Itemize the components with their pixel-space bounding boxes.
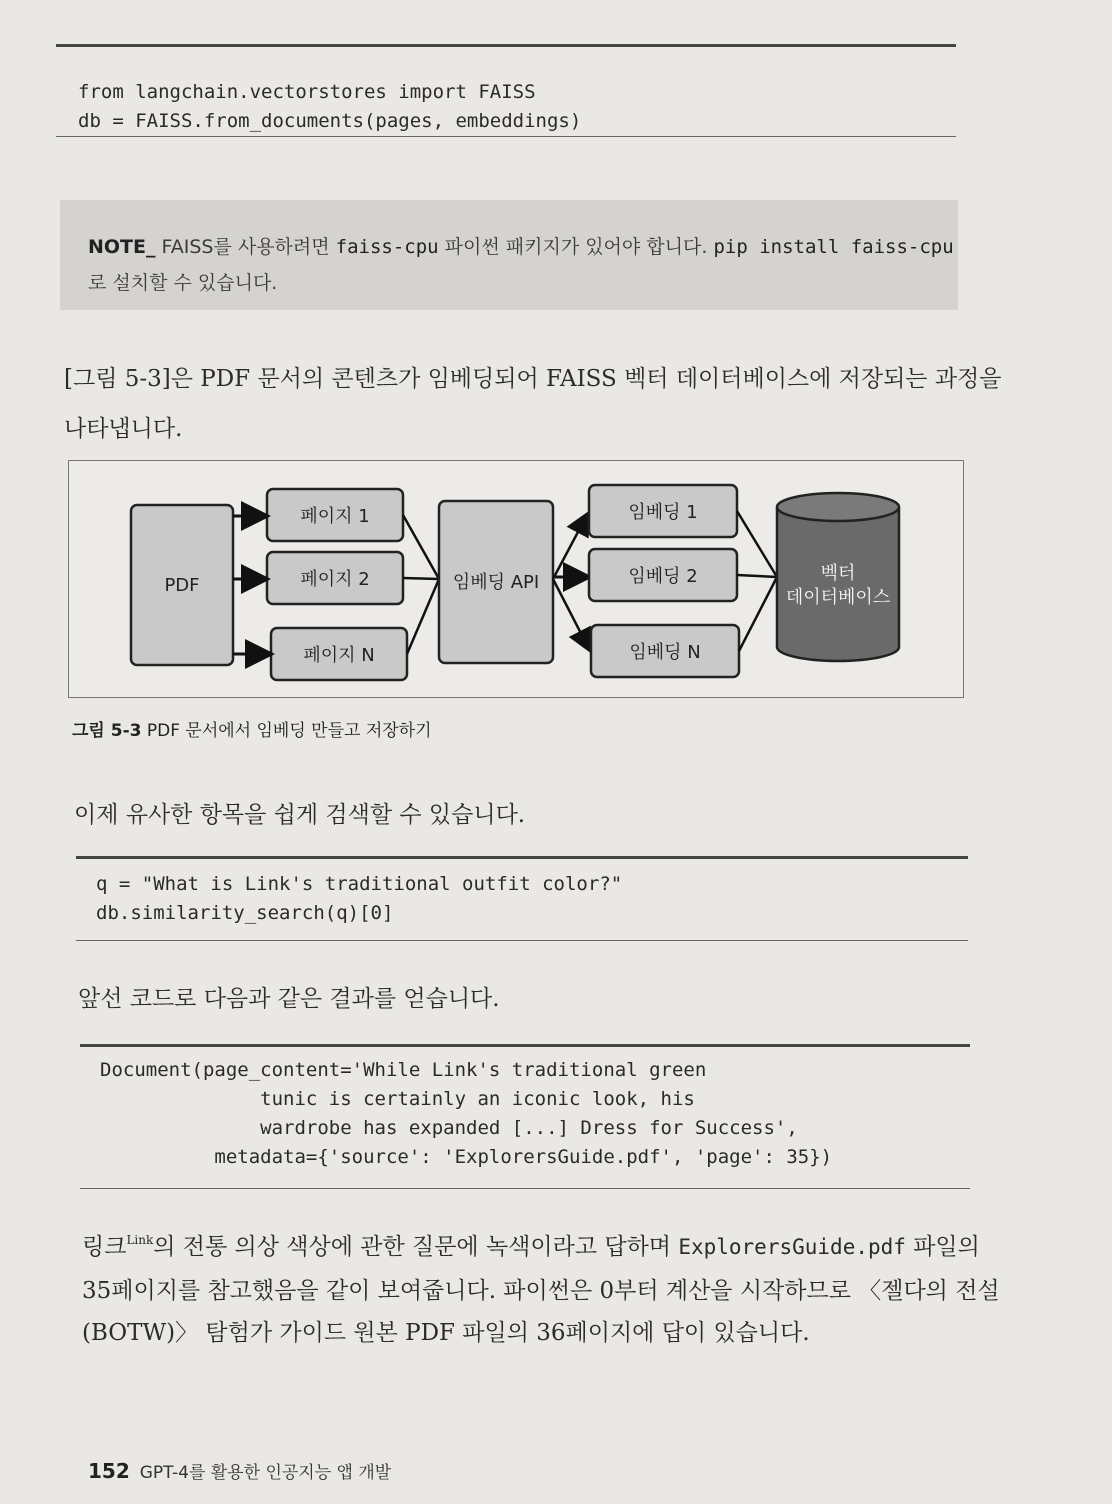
arrow-api-embn bbox=[553, 579, 589, 649]
code-top-rule bbox=[56, 44, 956, 47]
page-label-n: 페이지 N bbox=[303, 645, 375, 666]
embedding-label-2: 임베딩 2 bbox=[628, 566, 698, 587]
code-block-faiss bbox=[78, 78, 581, 136]
vector-db-label-1: 벡터 bbox=[820, 563, 856, 584]
arrow-api-emb1 bbox=[553, 515, 587, 579]
vector-db-label-2: 데이터베이스 bbox=[785, 587, 891, 608]
figure-number: 그림 5-3 bbox=[72, 721, 142, 741]
note-code: pip install faiss-cpu bbox=[713, 236, 954, 258]
note-box bbox=[60, 200, 958, 310]
figure-5-3 bbox=[68, 460, 964, 698]
inline-code: ExplorersGuide.pdf bbox=[678, 1235, 906, 1259]
link-page1-api bbox=[403, 515, 439, 579]
figure-caption bbox=[72, 716, 432, 741]
link-embn-db bbox=[739, 577, 777, 651]
code-bottom-rule bbox=[76, 940, 968, 941]
note-text: 파이썬 패키지가 있어야 합니다. bbox=[438, 236, 714, 258]
embedding-api-label: 임베딩 API bbox=[452, 572, 540, 593]
paragraph-intro-line2: 나타냅니다. bbox=[64, 416, 183, 442]
page-number: 152 bbox=[88, 1459, 130, 1483]
note-line-1 bbox=[88, 232, 954, 259]
text: 파일의 bbox=[905, 1234, 980, 1260]
link-emb2-db bbox=[737, 575, 777, 577]
code-top-rule bbox=[76, 856, 968, 859]
code-line: wardrobe has expanded [...] Dress for Success', bbox=[100, 1117, 798, 1139]
code-line: q = "What is Link's traditional outfit color?" bbox=[96, 873, 623, 895]
code-bottom-rule bbox=[80, 1188, 970, 1189]
code-bottom-rule bbox=[56, 136, 956, 137]
text: 의 전통 의상 색상에 관한 질문에 녹색이라고 답하며 bbox=[153, 1234, 679, 1260]
paragraph-explanation-line1 bbox=[82, 1228, 980, 1261]
code-line: metadata={'source': 'ExplorersGuide.pdf', 'page': 35}) bbox=[100, 1146, 833, 1168]
link-emb1-db bbox=[737, 511, 777, 577]
paragraph-explanation-line2: 35페이지를 참고했음을 같이 보여줍니다. 파이썬은 0부터 계산을 시작하므로 〈젤다의 전설 bbox=[82, 1278, 1000, 1304]
code-line: Document(page_content='While Link's traditional green bbox=[100, 1059, 707, 1081]
book-title: GPT-4를 활용한 인공지능 앱 개발 bbox=[139, 1463, 392, 1483]
code-line: db.similarity_search(q)[0] bbox=[96, 902, 394, 924]
code-line: tunic is certainly an iconic look, his bbox=[100, 1088, 695, 1110]
figure-caption-text: PDF 문서에서 임베딩 만들고 저장하기 bbox=[141, 721, 432, 741]
embedding-label-n: 임베딩 N bbox=[629, 642, 701, 663]
code-block-query bbox=[96, 870, 622, 928]
code-top-rule bbox=[80, 1044, 970, 1047]
page-label-1: 페이지 1 bbox=[300, 506, 370, 527]
code-line: db = FAISS.from_documents(pages, embeddings) bbox=[78, 110, 582, 132]
note-line-2: 로 설치할 수 있습니다. bbox=[88, 272, 278, 294]
embedding-label-1: 임베딩 1 bbox=[628, 502, 698, 523]
page-footer bbox=[88, 1458, 391, 1483]
note-code: faiss-cpu bbox=[335, 236, 439, 258]
pipeline-diagram bbox=[69, 461, 963, 697]
paragraph-intro-line1: [그림 5-3]은 PDF 문서의 콘텐츠가 임베딩되어 FAISS 벡터 데이터베이스에 저장되는 과정을 bbox=[64, 366, 1002, 392]
link-page2-api bbox=[403, 578, 439, 579]
paragraph-search: 이제 유사한 항목을 쉽게 검색할 수 있습니다. bbox=[74, 802, 526, 828]
code-line: from langchain.vectorstores import FAISS bbox=[78, 81, 536, 103]
link-pagen-api bbox=[407, 579, 439, 654]
text-superscript: Link bbox=[126, 1233, 154, 1247]
paragraph-explanation-line3: (BOTW)〉 탐험가 가이드 원본 PDF 파일의 36페이지에 답이 있습니다. bbox=[82, 1320, 810, 1346]
text: 링크 bbox=[82, 1234, 127, 1260]
code-block-output bbox=[100, 1056, 832, 1172]
note-text: FAISS를 사용하려면 bbox=[155, 236, 336, 258]
paragraph-result: 앞선 코드로 다음과 같은 결과를 얻습니다. bbox=[78, 986, 500, 1012]
note-label: NOTE_ bbox=[88, 236, 156, 258]
page-label-2: 페이지 2 bbox=[300, 569, 370, 590]
pdf-label: PDF bbox=[164, 575, 200, 596]
